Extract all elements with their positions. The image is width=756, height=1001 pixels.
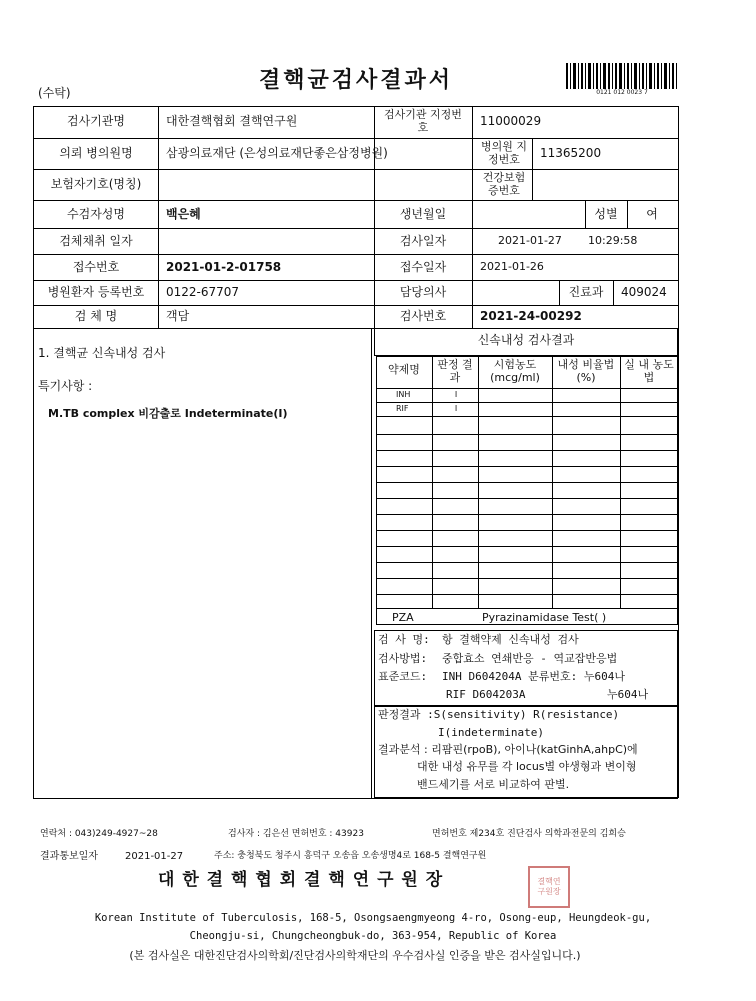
- footer-address: 주소: 충청북도 청주시 흥덕구 오송읍 오송생명4로 168-5 결핵연구원: [214, 851, 487, 861]
- row-drug-rif: RIF: [396, 404, 409, 413]
- barcode: [566, 63, 678, 95]
- notes-label: 특기사항 :: [38, 379, 93, 393]
- value-receipt-no: 2021-01-2-01758: [166, 260, 282, 274]
- row-result-inh: I: [454, 390, 458, 399]
- pza-label: PZA: [392, 611, 414, 624]
- header-drug: 약제명: [388, 363, 420, 376]
- label-doctor: 담당의사: [399, 285, 447, 299]
- label-specimen: 검 체 명: [74, 309, 118, 323]
- label-receipt-no: 접수번호: [72, 260, 120, 274]
- interpret-line-1: 판정결과 :S(sensitivity) R(resistance): [378, 708, 620, 721]
- label-hospital-id: 병의원 지정번호: [480, 140, 527, 166]
- label-lab-id: 검사기관 지정번호: [384, 108, 462, 134]
- value-test-date: 2021-01-27: [498, 234, 562, 247]
- header-proportion: 내성 비율법(%): [557, 358, 615, 384]
- label-insurance-no: 건강보험 증번호: [482, 171, 526, 197]
- label-department: 진료과: [568, 285, 604, 299]
- interpret-line-4: 대한 내성 유무를 각 locus별 야생형과 변이형: [417, 760, 637, 773]
- footer-report-date: 2021-01-27: [125, 851, 184, 862]
- label-receipt-date: 접수일자: [399, 260, 447, 274]
- corner-label: (수탁): [38, 86, 71, 100]
- test-name: 1. 결핵균 신속내성 검사: [38, 346, 166, 360]
- label-hospital: 의뢰 병의원명: [59, 146, 133, 160]
- label-birthdate: 생년월일: [399, 207, 447, 221]
- footer-report-label: 결과통보일자: [40, 851, 98, 862]
- value-lab-name: 대한결핵협회 결핵연구원: [166, 114, 298, 128]
- header-result: 판정 결과: [437, 358, 473, 384]
- label-test-date: 검사일자: [399, 234, 447, 248]
- interpret-line-2: I(indeterminate): [438, 726, 544, 739]
- value-sex: 여: [646, 207, 658, 221]
- header-concentration: 시험농도 (mcg/ml): [490, 358, 540, 384]
- method-label-name: 검 사 명:: [378, 633, 430, 646]
- value-receipt-date: 2021-01-26: [480, 260, 544, 273]
- organization-name: 대 한 결 핵 협 회 결 핵 연 구 원 장: [158, 870, 444, 890]
- method-value-class-rif: 누604나: [607, 688, 649, 701]
- method-value-method: 중합효소 연쇄반응 - 역교잡반응법: [442, 652, 618, 665]
- form-right-border: [678, 106, 679, 798]
- value-hospital-id: 11365200: [540, 146, 602, 160]
- result-table-title: 신속내성 검사결과: [477, 333, 575, 347]
- label-collection-date: 검체채취 일자: [59, 234, 133, 248]
- english-address-line-2: Cheongju-si, Chungcheongbuk-do, 363-954, Republic of Korea: [189, 930, 557, 942]
- label-lab-name: 검사기관명: [67, 114, 125, 128]
- footer-phone: 연락처 : 043)249-4927~28: [40, 829, 158, 839]
- footer-examiner: 검사자 : 김은선 면허번호 : 43923: [228, 829, 364, 839]
- seal-text: 결핵연구원장: [537, 877, 561, 896]
- label-insurer: 보험자기호(명칭): [50, 177, 142, 191]
- form-bottom-border: [33, 798, 678, 799]
- method-value-name: 항 결핵약제 신속내성 검사: [442, 633, 579, 646]
- value-specimen: 객담: [166, 309, 190, 323]
- label-patient-reg-no: 병원환자 등록번호: [47, 285, 145, 299]
- certification-note: (본 검사실은 대한진단검사의학회/진단검사의학재단의 우수검사실 인증을 받은 검사실입니다.): [129, 949, 581, 962]
- method-label-code: 표준코드:: [378, 670, 428, 683]
- method-value-code-inh: INH D604204A 분류번호: 누604나: [442, 670, 625, 683]
- result-table-grid: [374, 356, 678, 626]
- page-title: 결핵균검사결과서: [258, 68, 454, 93]
- value-hospital: 삼광의료재단 (은성의료재단좋은삼정병원): [166, 146, 388, 160]
- interpret-line-3: 결과분석 : 리팜핀(rpoB), 아이나(katGinhA,ahpC)에: [378, 743, 638, 756]
- method-label-method: 검사방법:: [378, 652, 428, 665]
- interpret-line-5: 밴드세기를 서로 비교하여 판별.: [417, 778, 570, 791]
- info-table-top-border: [33, 106, 678, 107]
- header-indoor: 실 내 농도법: [624, 358, 674, 384]
- english-address-line-1: Korean Institute of Tuberculosis, 168-5, Osongsaengmyeong 4-ro, Osong-eup, Heungdeok-gu,: [94, 912, 652, 924]
- official-seal: [528, 866, 570, 908]
- result-table: [374, 356, 678, 626]
- value-patient-name: 백은혜: [166, 207, 201, 221]
- footer-license: 면허번호 제234호 진단검사 의학과전문의 김희승: [432, 829, 626, 839]
- pza-value: Pyrazinamidase Test( ): [482, 611, 607, 624]
- value-test-time: 10:29:58: [588, 234, 638, 247]
- value-lab-id: 11000029: [480, 114, 542, 128]
- label-test-no: 검사번호: [399, 309, 447, 323]
- label-sex: 성별: [594, 207, 618, 221]
- value-patient-reg-no: 0122-67707: [166, 285, 240, 299]
- method-value-code-rif: RIF D604203A: [446, 688, 526, 701]
- barcode-number: 0121 012 0023 7: [596, 89, 648, 96]
- value-test-no: 2021-24-00292: [480, 309, 582, 323]
- panel-divider: [371, 328, 372, 798]
- value-department: 409024: [621, 285, 667, 299]
- notes-value: M.TB complex 비감출로 Indeterminate(I): [48, 407, 288, 420]
- row-drug-inh: INH: [396, 390, 411, 399]
- label-patient-name: 수검자성명: [67, 207, 125, 221]
- row-result-rif: I: [454, 404, 458, 413]
- form-left-border: [33, 106, 34, 798]
